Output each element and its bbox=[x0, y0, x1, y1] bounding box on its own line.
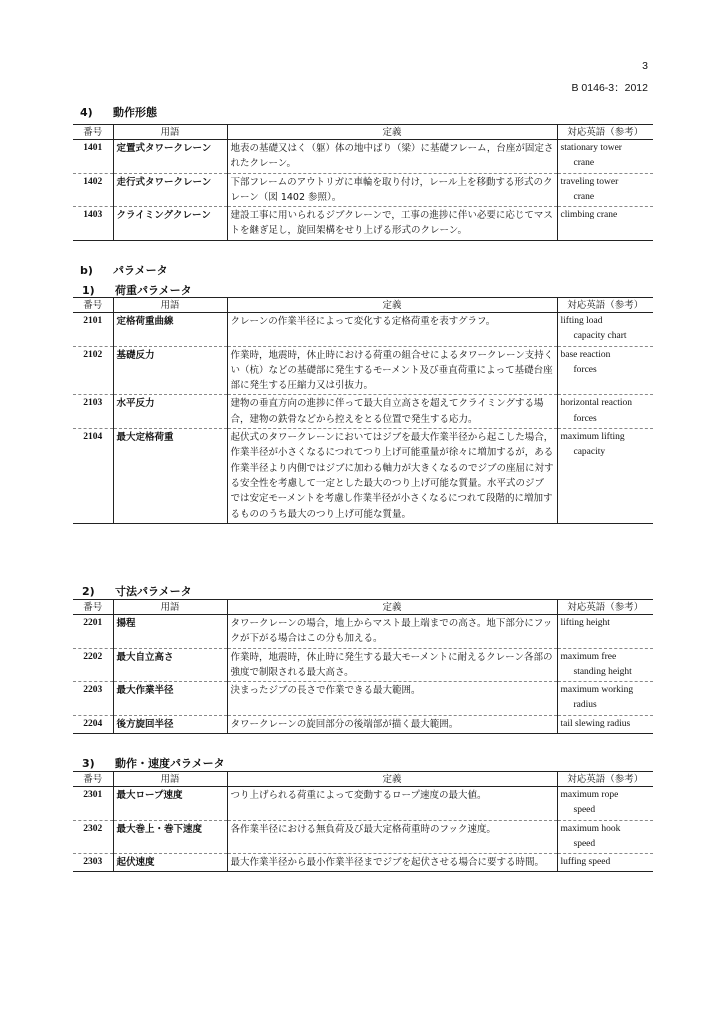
term-definition: タワークレーンの旋回部分の後端部が描く最大範囲。 bbox=[227, 715, 557, 733]
term-name: クライミングクレーン bbox=[113, 207, 227, 241]
table-row bbox=[73, 429, 653, 524]
term-english bbox=[557, 682, 653, 716]
col-header-english: 対応英語（参考） bbox=[557, 125, 653, 140]
term-number: 2202 bbox=[73, 648, 113, 682]
term-english-line: base reaction bbox=[560, 349, 611, 360]
subsection-number: 1) bbox=[82, 284, 95, 297]
term-definition: 起伏式のタワークレーンにおいてはジブを最大作業半径から起こした場合，作業半径が小さくなるにつれてつり上げ可能重量が徐々に増加するが，ある作業半径より内側ではジブに加わる軸力が大きくなるのでジブの座屈に対する安全性を考慮して一定とした最大のつり上げ可能な質量。水平式のジブでは安定モーメントを考慮し作業半径が小さくなるにつれて段階的に増加するもののうち最大のつり上げ可能な質量。 bbox=[227, 429, 557, 524]
term-definition: 各作業半径における無負荷及び最大定格荷重時のフック速度。 bbox=[227, 820, 557, 854]
table-row bbox=[73, 820, 653, 854]
subsection-number: 2) bbox=[82, 585, 95, 598]
col-header-num: 番号 bbox=[73, 600, 113, 615]
col-header-definition: 定義 bbox=[227, 125, 557, 140]
term-number: 1401 bbox=[73, 140, 113, 174]
term-definition: つり上げられる荷重によって変動するロープ速度の最大値。 bbox=[227, 787, 557, 821]
col-header-definition: 定義 bbox=[227, 772, 557, 787]
table-header-row bbox=[73, 600, 653, 615]
subsection-number: 3) bbox=[82, 757, 95, 770]
term-english-line: horizontal reaction bbox=[560, 398, 632, 409]
standard-code: B 0146-3：2012 bbox=[571, 82, 648, 94]
term-name: 最大巻上・巻下速度 bbox=[113, 820, 227, 854]
term-english-line: lifting load bbox=[560, 316, 603, 326]
term-english bbox=[557, 787, 653, 821]
term-english-line: tail slewing radius bbox=[560, 718, 631, 729]
subsection-title: 荷重パラメータ bbox=[115, 284, 192, 297]
term-number: 2101 bbox=[73, 313, 113, 347]
term-definition: 下部フレームのアウトリガに車輪を取り付け，レール上を移動する形式のクレーン（図 1402 参照）。 bbox=[227, 173, 557, 207]
term-english-continuation: crane bbox=[573, 191, 595, 202]
col-header-num: 番号 bbox=[73, 125, 113, 140]
section-number: 4) bbox=[80, 106, 93, 119]
table-header-row bbox=[73, 125, 653, 140]
col-header-term: 用語 bbox=[113, 772, 227, 787]
term-english-line: maximum lifting bbox=[560, 432, 625, 443]
term-english-line: climbing crane bbox=[560, 210, 618, 221]
subsection-title: 寸法パラメータ bbox=[115, 585, 192, 598]
term-definition: クレーンの作業半径によって変化する定格荷重を表すグラフ。 bbox=[227, 313, 557, 347]
term-name: 起伏速度 bbox=[113, 854, 227, 872]
table-row bbox=[73, 682, 653, 716]
term-english-continuation: speed bbox=[573, 805, 596, 816]
col-header-num: 番号 bbox=[73, 772, 113, 787]
term-definition: 決まったジブの長さで作業できる最大範囲。 bbox=[227, 682, 557, 716]
col-header-definition: 定義 bbox=[227, 298, 557, 313]
term-number: 2103 bbox=[73, 395, 113, 429]
section-title: パラメータ bbox=[113, 264, 168, 277]
term-number: 1402 bbox=[73, 173, 113, 207]
col-header-definition: 定義 bbox=[227, 600, 557, 615]
term-number: 2102 bbox=[73, 346, 113, 395]
term-english bbox=[557, 346, 653, 395]
term-english-line: luffing speed bbox=[560, 857, 611, 868]
term-english bbox=[557, 173, 653, 207]
table-row bbox=[73, 173, 653, 207]
term-english-line: maximum hook bbox=[560, 823, 621, 834]
term-definition: 作業時，地震時，休止時に発生する最大モーメントに耐えるクレーン各部の強度で制限される最大高さ。 bbox=[227, 648, 557, 682]
term-definition: 最大作業半径から最小作業半径までジブを起伏させる場合に要する時間。 bbox=[227, 854, 557, 872]
table-row bbox=[73, 787, 653, 821]
term-definition: 地表の基礎又はく（躯）体の地中ばり（梁）に基礎フレーム，台座が固定されたクレーン。 bbox=[227, 140, 557, 174]
term-name: 水平反力 bbox=[113, 395, 227, 429]
term-english-line: stationary tower bbox=[560, 143, 622, 153]
term-english bbox=[557, 715, 653, 733]
term-number: 1403 bbox=[73, 207, 113, 241]
table-row bbox=[73, 346, 653, 395]
table-header-row bbox=[73, 298, 653, 313]
section-heading bbox=[80, 104, 157, 120]
table-row bbox=[73, 715, 653, 733]
table-row bbox=[73, 854, 653, 872]
term-english-line: traveling tower bbox=[560, 176, 619, 187]
table-row bbox=[73, 140, 653, 174]
table-row bbox=[73, 648, 653, 682]
term-english-continuation: forces bbox=[573, 364, 597, 375]
term-english bbox=[557, 313, 653, 347]
term-number: 2201 bbox=[73, 615, 113, 649]
term-number: 2301 bbox=[73, 787, 113, 821]
term-name: 基礎反力 bbox=[113, 346, 227, 395]
term-definition: 作業時，地震時，休止時における荷重の組合せによるタワークレーン支持くい（杭）などの基礎部に発生するモーメント及び垂直荷重によって基礎台座部に発生する圧縮力又は引抜力。 bbox=[227, 346, 557, 395]
terms-table-dimension-parameters bbox=[73, 599, 653, 734]
term-english bbox=[557, 648, 653, 682]
table-row bbox=[73, 207, 653, 241]
col-header-english: 対応英語（参考） bbox=[557, 772, 653, 787]
subsection-title: 動作・速度パラメータ bbox=[115, 757, 225, 770]
section-heading-parameters bbox=[80, 262, 168, 278]
term-number: 2203 bbox=[73, 682, 113, 716]
table-header-row bbox=[73, 772, 653, 787]
term-number: 2104 bbox=[73, 429, 113, 524]
section-title: 動作形態 bbox=[113, 106, 157, 119]
term-definition: 建物の垂直方向の進捗に伴って最大自立高さを超えてクライミングする場合，建物の鉄骨などから控えをとる位置で発生する応力。 bbox=[227, 395, 557, 429]
col-header-term: 用語 bbox=[113, 125, 227, 140]
term-english bbox=[557, 395, 653, 429]
term-english-continuation: forces bbox=[573, 413, 597, 424]
term-english-continuation: standing height bbox=[573, 666, 632, 677]
term-english-line: lifting height bbox=[560, 618, 610, 628]
term-name: 最大定格荷重 bbox=[113, 429, 227, 524]
term-english-continuation: radius bbox=[573, 700, 597, 711]
table-row bbox=[73, 615, 653, 649]
subsection-heading bbox=[80, 755, 225, 771]
col-header-term: 用語 bbox=[113, 298, 227, 313]
term-name: 走行式タワークレーン bbox=[113, 173, 227, 207]
term-english-line: maximum free bbox=[560, 651, 617, 662]
term-english bbox=[557, 615, 653, 649]
term-english-continuation: crane bbox=[573, 158, 595, 169]
terms-table-load-parameters bbox=[73, 297, 653, 524]
table-row bbox=[73, 395, 653, 429]
term-number: 2303 bbox=[73, 854, 113, 872]
terms-table-operation-type bbox=[73, 124, 653, 241]
col-header-english: 対応英語（参考） bbox=[557, 600, 653, 615]
col-header-term: 用語 bbox=[113, 600, 227, 615]
term-english bbox=[557, 140, 653, 174]
term-name: 後方旋回半径 bbox=[113, 715, 227, 733]
col-header-num: 番号 bbox=[73, 298, 113, 313]
term-english bbox=[557, 854, 653, 872]
term-name: 定置式タワークレーン bbox=[113, 140, 227, 174]
term-english-continuation: capacity chart bbox=[573, 331, 627, 342]
term-name: 最大ロープ速度 bbox=[113, 787, 227, 821]
term-english bbox=[557, 820, 653, 854]
term-number: 2302 bbox=[73, 820, 113, 854]
term-english-line: maximum rope bbox=[560, 790, 619, 800]
term-english bbox=[557, 429, 653, 524]
section-number: b) bbox=[80, 264, 93, 277]
subsection-heading bbox=[80, 282, 192, 298]
term-name: 最大自立高さ bbox=[113, 648, 227, 682]
table-row bbox=[73, 313, 653, 347]
term-english bbox=[557, 207, 653, 241]
term-name: 定格荷重曲線 bbox=[113, 313, 227, 347]
term-name: 揚程 bbox=[113, 615, 227, 649]
term-name: 最大作業半径 bbox=[113, 682, 227, 716]
term-english-line: maximum working bbox=[560, 685, 634, 696]
col-header-english: 対応英語（参考） bbox=[557, 298, 653, 313]
term-definition: 建設工事に用いられるジブクレーンで，工事の進捗に伴い必要に応じてマストを継ぎ足し，旋回架構をせり上げる形式のクレーン。 bbox=[227, 207, 557, 241]
page-number: 3 bbox=[642, 60, 648, 72]
term-english-continuation: capacity bbox=[573, 447, 606, 458]
subsection-heading bbox=[80, 583, 192, 599]
term-definition: タワークレーンの場合，地上からマスト最上端までの高さ。地下部分にフックが下がる場合はこの分も加える。 bbox=[227, 615, 557, 649]
terms-table-speed-parameters bbox=[73, 771, 653, 872]
term-english-continuation: speed bbox=[573, 838, 596, 849]
term-number: 2204 bbox=[73, 715, 113, 733]
